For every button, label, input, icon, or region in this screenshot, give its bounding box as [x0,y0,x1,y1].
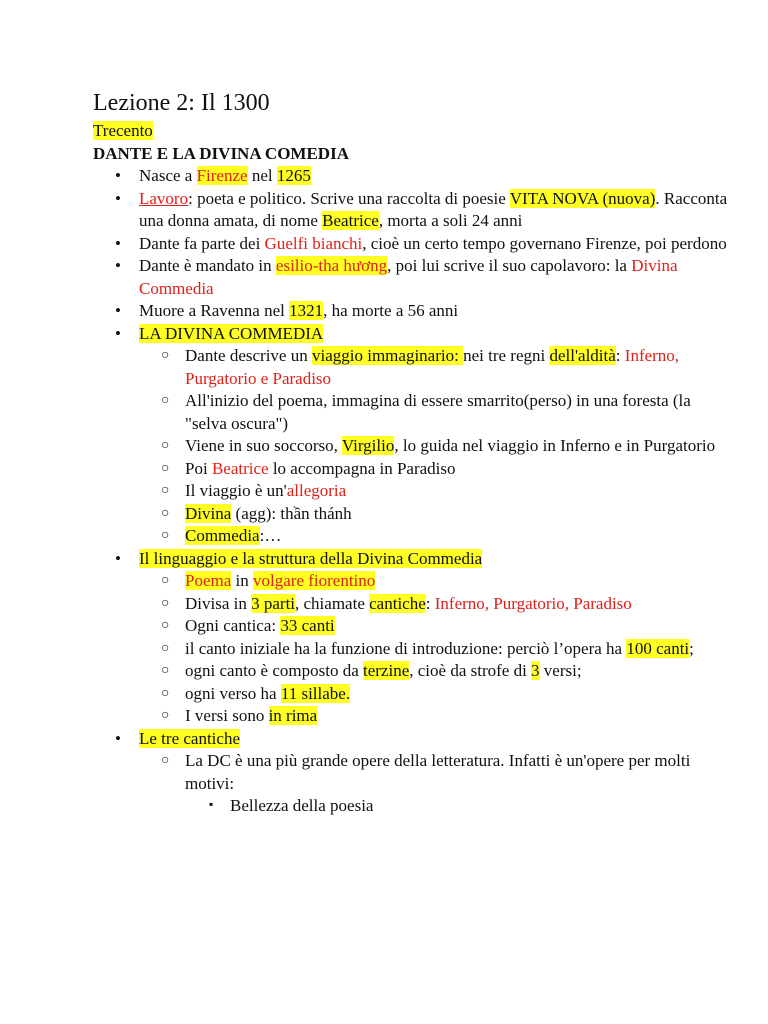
circle-marker: ○ [161,573,170,588]
circle-marker: ○ [161,505,170,521]
circle-marker: ○ [161,640,170,656]
third-level-list [185,795,733,818]
bullet-marker: • [115,548,121,568]
bullet-marker: • [115,188,121,208]
square-marker: ▪ [209,797,214,811]
circle-marker: ○ [161,708,170,723]
sub-list-item: ○ Poi Beatrice lo accompagna in Paradiso [139,458,733,481]
list-item: • Dante è mandato in esilio-tha hương, poi lui scrive il suo capolavoro: la Divina Commedia [115,256,678,298]
sub-list-item: ○ All'inizio del poema, immagina di essere smarrito(perso) in una foresta (la "selva oscura") [161,391,691,433]
page-title: Lezione 2: Il 1300 [93,90,270,116]
sub-list-item: ○ La DC è una più grande opere della letteratura. Infatti è un'opere per molti motivi: ▪ Bellezza della poesia [139,750,733,818]
bullet-marker: • [115,301,121,320]
circle-marker: ○ [161,483,170,498]
sub-list-item: ○ il canto iniziale ha la funzione di introduzione: perciò l’opera ha 100 canti; [139,638,733,661]
sub-list-item: ○ Commedia:… [139,525,733,548]
circle-marker: ○ [161,753,170,768]
sub-bullet-list [139,345,733,548]
circle-marker: ○ [161,348,170,363]
circle-marker: ○ [161,528,170,543]
sub-list-item: ○ I versi sono in rima [139,705,733,728]
bullet-marker: • [115,166,121,185]
sub-list-item: ○ ogni verso ha 11 sillabe. [139,683,733,706]
bullet-marker: • [115,323,121,343]
sub-list-item: ○ Poema in volgare fiorentino [139,570,733,593]
circle-marker: ○ [161,663,170,678]
third-level-item: ▪ Bellezza della poesia [185,795,733,818]
circle-marker: ○ [161,393,170,408]
circle-marker: ○ [161,438,170,453]
section-heading: DANTE E LA DIVINA COMEDIA [93,143,349,163]
sub-list-item: ○ ogni canto è composto da terzine, cioè da strofe di 3 versi; [139,660,733,683]
circle-marker: ○ [161,595,170,611]
circle-marker: ○ [161,685,170,701]
bullet-marker: • [115,256,121,275]
sub-bullet-list [139,570,733,728]
subtitle: Trecento [93,121,153,140]
sub-list-item: ○ Ogni cantica: 33 canti [139,615,733,638]
list-item-divina-commedia: • LA DIVINA COMMEDIA ○ Dante descrive un viaggio immaginario: nei tre regni dell'aldità: Inferno, Purgatorio e Paradiso ○ All'inizio del poema, immagina di essere smarrito(perso) in una foresta (la "selva oscura") ○ Viene in suo soccorso, Virgilio, lo guida nel viaggio in Inferno e in Purgatorio ○ Poi Beatrice lo accompagna in Paradiso ○ Il viaggio è un'allegoria ○ Divina (agg): thần thánh ○ Commedia:… [93,323,733,548]
document-content [93,88,733,818]
sub-bullet-list [139,750,733,818]
list-item: • Nasce a Firenze nel 1265 [93,165,733,188]
bullet-marker: • [115,728,121,748]
list-item: • Dante fa parte dei Guelfi bianchi, cioè un certo tempo governano Firenze, poi perdono [93,233,733,256]
sub-list-item: ○ Viene in suo soccorso, Virgilio, lo guida nel viaggio in Inferno e in Purgatorio [139,435,733,458]
circle-marker: ○ [161,618,170,633]
list-item-tre-cantiche: • Le tre cantiche ○ La DC è una più grande opere della letteratura. Infatti è un'opere per molti motivi: ▪ Bellezza della poesia [93,728,733,818]
sub-list-item: ○ Dante descrive un viaggio immaginario: nei tre regni dell'aldità: Inferno, Purgatorio e Paradiso [161,346,680,388]
sub-list-item: ○ Divina (agg): thần thánh [139,503,733,526]
sub-list-item: ○ Divisa in 3 parti, chiamate cantiche: Inferno, Purgatorio, Paradiso [139,593,733,616]
list-item: • Lavoro: poeta e politico. Scrive una raccolta di poesie VITA NOVA (nuova). Racconta una donna amata, di nome Beatrice, morta a soli 24 anni [115,188,728,230]
circle-marker: ○ [161,460,170,476]
list-item: • Muore a Ravenna nel 1321, ha morte a 56 anni [93,300,733,323]
list-item-linguaggio: • Il linguaggio e la struttura della Divina Commedia ○ Poema in volgare fiorentino ○ Divisa in 3 parti, chiamate cantiche: Inferno, Purgatorio, Paradiso ○ Ogni cantica: 33 canti ○ il canto iniziale ha la funzione di introduzione: perciò l’opera ha 100 canti; ○ ogni canto è composto da terzine, cioè da strofe di 3 versi; ○ ogni verso ha 11 sillabe. ○ I versi sono in rima [93,548,733,728]
sub-list-item: ○ Il viaggio è un'allegoria [139,480,733,503]
main-bullet-list [93,165,733,818]
bullet-marker: • [115,233,121,253]
